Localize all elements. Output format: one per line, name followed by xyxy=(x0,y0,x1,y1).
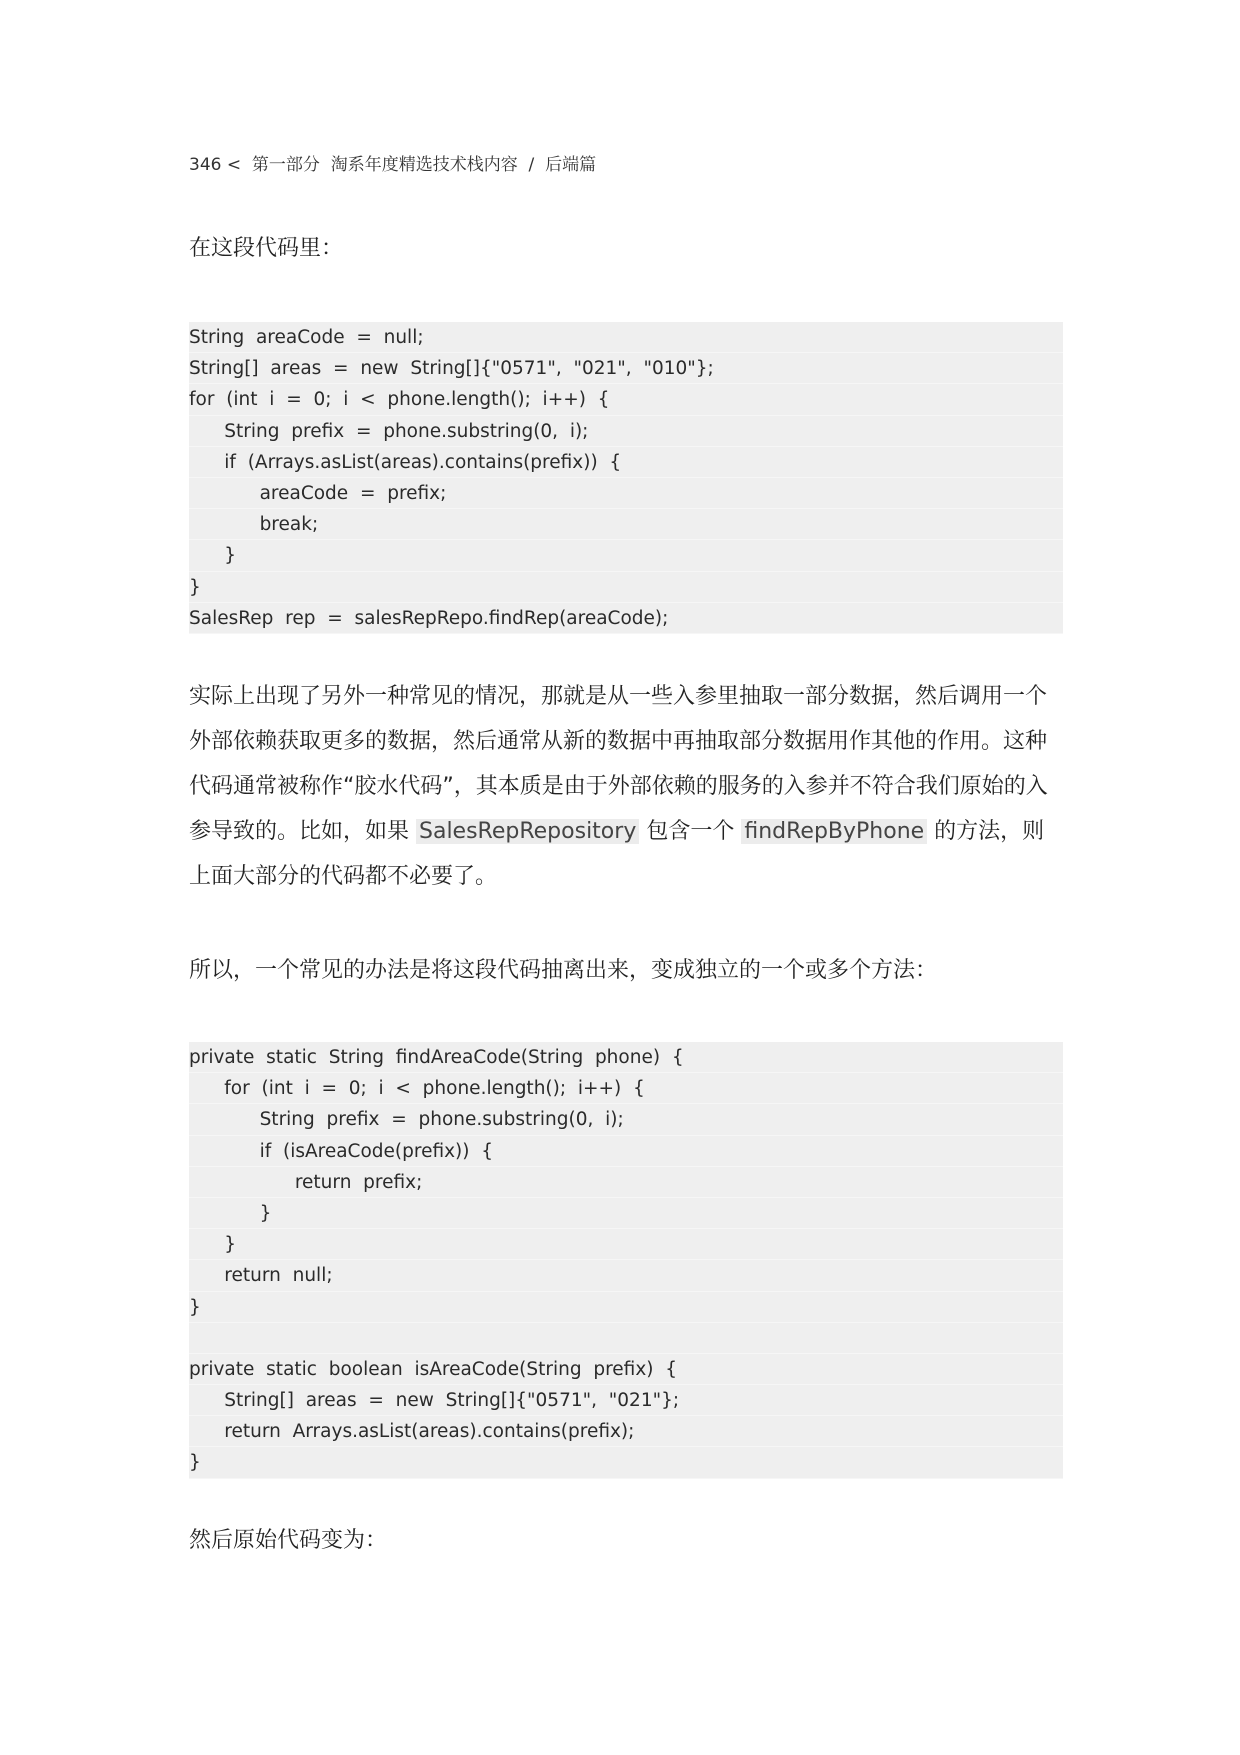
code-line: SalesRep rep = salesRepRepo.findRep(areaCode); xyxy=(189,603,1063,634)
code-line: private static boolean isAreaCode(String prefix) { xyxy=(189,1354,1063,1385)
paragraph-text: 包含一个 xyxy=(639,819,742,844)
code-line: } xyxy=(189,1229,1063,1260)
glue-code-paragraph xyxy=(189,674,1062,899)
page-number: 346 xyxy=(189,155,222,175)
code-line: } xyxy=(189,540,1063,571)
page-header xyxy=(189,152,596,178)
code-line: return prefix; xyxy=(189,1167,1063,1198)
code-line: return null; xyxy=(189,1260,1063,1291)
result-paragraph: 然后原始代码变为： xyxy=(189,1528,388,1553)
code-line: String areaCode = null; xyxy=(189,322,1063,353)
code-line: String prefix = phone.substring(0, i); xyxy=(189,416,1063,447)
code-line xyxy=(189,1323,1063,1354)
code-line: private static String findAreaCode(String phone) { xyxy=(189,1042,1063,1073)
code-line: String[] areas = new String[]{"0571", "021"}; xyxy=(189,1385,1063,1416)
code-line: for (int i = 0; i < phone.length(); i++) { xyxy=(189,384,1063,415)
inline-code-method: findRepByPhone xyxy=(741,819,927,844)
code-line: for (int i = 0; i < phone.length(); i++) { xyxy=(189,1073,1063,1104)
header-part-title: 第一部分 淘系年度精选技术栈内容 / 后端篇 xyxy=(251,155,597,175)
code-line: String prefix = phone.substring(0, i); xyxy=(189,1104,1063,1135)
code-block-extracted xyxy=(189,1042,1063,1479)
code-line: } xyxy=(189,1198,1063,1229)
code-line: } xyxy=(189,1292,1063,1323)
code-line: if (Arrays.asList(areas).contains(prefix)) { xyxy=(189,447,1063,478)
paragraph-text: 实际上出现了另外一种常见的情况，那就是从一些入参里抽取一部分数据，然后调用一个外部依赖获取更多的数据，然后通常从新的数据中再抽取部分数据用作其他的作用。这种代码通常被称作“胶水代码”，其本质是由于外部依赖的服务的入参并不符合我们原始的入参导致的。比如，如果 xyxy=(189,684,1048,844)
header-separator: < xyxy=(221,155,252,175)
code-line: } xyxy=(189,572,1063,603)
inline-code-repository: SalesRepRepository xyxy=(416,819,639,844)
extract-paragraph: 所以，一个常见的办法是将这段代码抽离出来，变成独立的一个或多个方法： xyxy=(189,958,938,983)
code-line: break; xyxy=(189,509,1063,540)
paragraph-text: 的方法，则上面大部分的代码都不必要了。 xyxy=(189,819,1045,889)
code-line: String[] areas = new String[]{"0571", "021", "010"}; xyxy=(189,353,1063,384)
code-line: } xyxy=(189,1447,1063,1478)
code-block-original xyxy=(189,322,1063,634)
intro-paragraph: 在这段代码里： xyxy=(189,236,344,261)
code-line: if (isAreaCode(prefix)) { xyxy=(189,1136,1063,1167)
code-line: return Arrays.asList(areas).contains(prefix); xyxy=(189,1416,1063,1447)
code-line: areaCode = prefix; xyxy=(189,478,1063,509)
